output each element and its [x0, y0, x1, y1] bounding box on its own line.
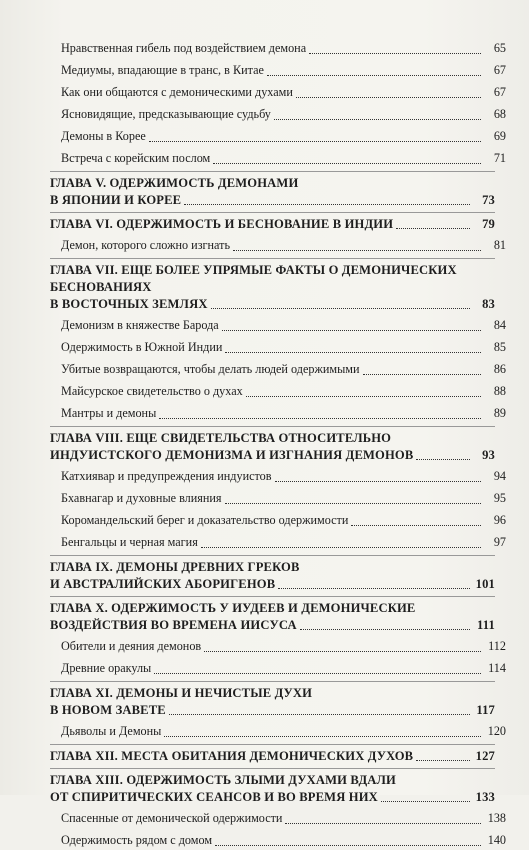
- toc-entry: [50, 102, 506, 124]
- toc-entry: [50, 36, 506, 58]
- toc-entry: [50, 464, 506, 486]
- entry-page: 120: [487, 724, 506, 738]
- entry-title: Одержимость в Южной Индии: [61, 340, 223, 354]
- chapter-heading-11: [50, 681, 495, 719]
- chapter-heading-13: [50, 768, 495, 806]
- dot-leader: [381, 801, 470, 802]
- toc-entry: [50, 508, 506, 530]
- entry-page: 86: [493, 362, 506, 376]
- chapter-heading-10: [50, 596, 495, 634]
- dot-leader: [215, 845, 481, 846]
- toc-entry: [50, 124, 506, 146]
- entry-page: 96: [493, 513, 506, 527]
- dot-leader: [363, 374, 481, 375]
- dot-leader: [225, 352, 481, 353]
- entry-page: 114: [488, 661, 506, 675]
- chapter-page: 73: [482, 193, 495, 207]
- toc-entry: [50, 806, 506, 828]
- entry-page: 140: [487, 833, 506, 847]
- dot-leader: [278, 588, 470, 589]
- entry-page: 67: [493, 85, 506, 99]
- chapter-title-line: ВОЗДЕЙСТВИЯ ВО ВРЕМЕНА ИИСУСА: [50, 618, 297, 632]
- entry-title: Как они общаются с демоническими духами: [61, 85, 293, 99]
- toc-entry: [50, 719, 506, 741]
- chapter-page: 133: [475, 790, 495, 804]
- toc-entry: [50, 146, 506, 168]
- dot-leader: [296, 97, 481, 98]
- entry-title: Бхавнагар и духовные влияния: [61, 491, 222, 505]
- chapter-title-line: ГЛАВА XII. МЕСТА ОБИТАНИЯ ДЕМОНИЧЕСКИХ ДУХОВ: [50, 749, 414, 763]
- chapter-title-line: ИНДУИСТСКОГО ДЕМОНИЗМА И ИЗГНАНИЯ ДЕМОНОВ: [50, 448, 414, 462]
- dot-leader: [225, 503, 481, 504]
- chapter-page: 93: [482, 448, 495, 462]
- entry-title: Майсурское свидетельство о духах: [61, 384, 243, 398]
- dot-leader: [233, 250, 481, 251]
- toc-entry: [50, 80, 506, 102]
- entry-page: 65: [493, 41, 506, 55]
- entry-page: 68: [493, 107, 506, 121]
- chapter-title-line: ГЛАВА XIII. ОДЕРЖИМОСТЬ ЗЛЫМИ ДУХАМИ ВДАЛИ: [50, 773, 396, 787]
- dot-leader: [300, 629, 470, 630]
- chapter-title-line: ОТ СПИРИТИЧЕСКИХ СЕАНСОВ И ВО ВРЕМЯ НИХ: [50, 790, 378, 804]
- entry-title: Древние оракулы: [61, 661, 152, 675]
- toc-entry: [50, 379, 506, 401]
- dot-leader: [169, 714, 470, 715]
- entry-page: 112: [488, 639, 506, 653]
- dot-leader: [211, 308, 470, 309]
- entry-page: 88: [493, 384, 506, 398]
- dot-leader: [275, 481, 481, 482]
- entry-page: 69: [493, 129, 506, 143]
- toc-entry: [50, 233, 506, 255]
- toc-entry: [50, 634, 506, 656]
- chapter-heading-9: [50, 555, 495, 593]
- chapter-heading-5: [50, 171, 495, 209]
- dot-leader: [309, 53, 481, 54]
- entry-title: Коромандельский берег и доказательство одержимости: [61, 513, 349, 527]
- dot-leader: [201, 547, 481, 548]
- entry-title: Катхиявар и предупреждения индуистов: [61, 469, 272, 483]
- entry-page: 81: [493, 238, 506, 252]
- dot-leader: [213, 163, 481, 164]
- chapter-title-line: ГЛАВА VII. ЕЩЕ БОЛЕЕ УПРЯМЫЕ ФАКТЫ О ДЕМОНИЧЕСКИХ: [50, 263, 457, 277]
- chapter-page: 83: [482, 297, 495, 311]
- table-of-contents: [50, 36, 506, 850]
- entry-page: 84: [493, 318, 506, 332]
- entry-page: 138: [487, 811, 506, 825]
- entry-title: Демонизм в княжестве Барода: [61, 318, 219, 332]
- dot-leader: [246, 396, 481, 397]
- chapter-title-line: В ВОСТОЧНЫХ ЗЕМЛЯХ: [50, 297, 208, 311]
- toc-entry: [50, 486, 506, 508]
- dot-leader: [285, 823, 481, 824]
- dot-leader: [159, 418, 481, 419]
- chapter-heading-12: [50, 744, 495, 765]
- dot-leader: [164, 736, 481, 737]
- entry-title: Убитые возвращаются, чтобы делать людей одержимыми: [61, 362, 360, 376]
- entry-title: Бенгальцы и черная магия: [61, 535, 198, 549]
- entry-title: Медиумы, впадающие в транс, в Китае: [61, 63, 264, 77]
- entry-page: 95: [493, 491, 506, 505]
- entry-title: Спасенные от демонической одержимости: [61, 811, 283, 825]
- entry-page: 67: [493, 63, 506, 77]
- entry-title: Мантры и демоны: [61, 406, 157, 420]
- dot-leader: [184, 204, 470, 205]
- entry-title: Обители и деяния демонов: [61, 639, 202, 653]
- entry-page: 71: [493, 151, 506, 165]
- toc-entry: [50, 828, 506, 850]
- toc-entry: [50, 530, 506, 552]
- chapter-title-line: В ЯПОНИИ И КОРЕЕ: [50, 193, 182, 207]
- chapter-heading-7: [50, 258, 495, 313]
- chapter-heading-6: [50, 212, 495, 233]
- entry-title: Дьяволы и Демоны: [61, 724, 162, 738]
- entry-title: Демоны в Корее: [61, 129, 146, 143]
- chapter-page: 127: [475, 749, 495, 763]
- entry-title: Демон, которого сложно изгнать: [61, 238, 231, 252]
- entry-title: Одержимость рядом с домом: [61, 833, 213, 847]
- toc-entry: [50, 335, 506, 357]
- chapter-title-line: БЕСНОВАНИЯХ: [50, 280, 152, 294]
- dot-leader: [149, 141, 481, 142]
- entry-page: 94: [493, 469, 506, 483]
- chapter-title-line: ГЛАВА X. ОДЕРЖИМОСТЬ У ИУДЕЕВ И ДЕМОНИЧЕСКИЕ: [50, 601, 416, 615]
- entry-title: Нравственная гибель под воздействием демона: [61, 41, 307, 55]
- chapter-title-line: ГЛАВА VIII. ЕЩЕ СВИДЕТЕЛЬСТВА ОТНОСИТЕЛЬНО: [50, 431, 392, 445]
- dot-leader: [351, 525, 481, 526]
- dot-leader: [154, 673, 481, 674]
- chapter-page: 117: [476, 703, 495, 717]
- entry-page: 97: [493, 535, 506, 549]
- entry-page: 85: [493, 340, 506, 354]
- entry-title: Встреча с корейским послом: [61, 151, 211, 165]
- entry-title: Ясновидящие, предсказывающие судьбу: [61, 107, 271, 121]
- toc-entry: [50, 313, 506, 335]
- chapter-title-line: ГЛАВА V. ОДЕРЖИМОСТЬ ДЕМОНАМИ: [50, 176, 299, 190]
- dot-leader: [416, 760, 470, 761]
- chapter-title-line: В НОВОМ ЗАВЕТЕ: [50, 703, 166, 717]
- dot-leader: [267, 75, 481, 76]
- dot-leader: [396, 228, 470, 229]
- chapter-title-line: ГЛАВА IX. ДЕМОНЫ ДРЕВНИХ ГРЕКОВ: [50, 560, 300, 574]
- toc-entry: [50, 58, 506, 80]
- chapter-heading-8: [50, 426, 495, 464]
- chapter-title-line: ГЛАВА XI. ДЕМОНЫ И НЕЧИСТЫЕ ДУХИ: [50, 686, 313, 700]
- dot-leader: [416, 459, 470, 460]
- dot-leader: [274, 119, 481, 120]
- chapter-page: 79: [482, 217, 495, 231]
- chapter-title-line: ГЛАВА VI. ОДЕРЖИМОСТЬ И БЕСНОВАНИЕ В ИНДИИ: [50, 217, 394, 231]
- dot-leader: [222, 330, 481, 331]
- dot-leader: [204, 651, 481, 652]
- chapter-title-line: И АВСТРАЛИЙСКИХ АБОРИГЕНОВ: [50, 577, 276, 591]
- toc-entry: [50, 401, 506, 423]
- chapter-page: 111: [477, 618, 495, 632]
- chapter-page: 101: [475, 577, 495, 591]
- entry-page: 89: [493, 406, 506, 420]
- toc-entry: [50, 656, 506, 678]
- toc-entry: [50, 357, 506, 379]
